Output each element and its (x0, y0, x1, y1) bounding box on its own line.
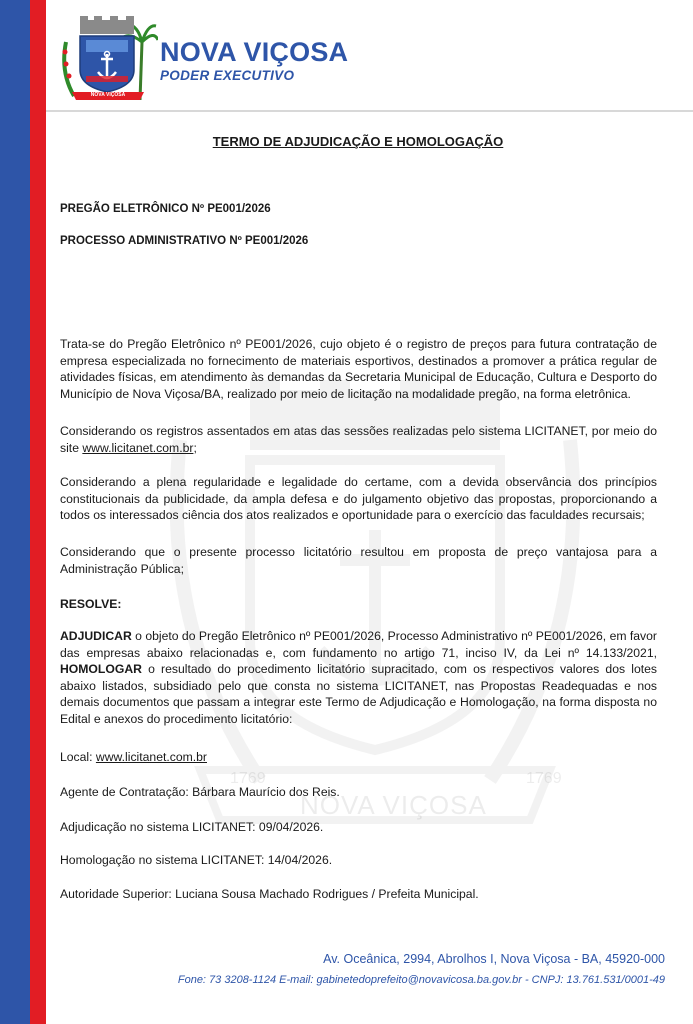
licitanet-link[interactable]: www.licitanet.com.br (82, 440, 194, 455)
document-title: TERMO DE ADJUDICAÇÃO E HOMOLOGAÇÃO (212, 134, 504, 149)
municipal-coat-of-arms-icon (58, 12, 158, 104)
brand-block (160, 38, 348, 83)
pregao-number: PREGÃO ELETRÔNICO Nº PE001/2026 (60, 203, 271, 215)
left-blue-stripe (0, 0, 30, 1024)
local-line (60, 749, 657, 766)
homologacao-date: Homologação no sistema LICITANET: 14/04/2026. (60, 853, 333, 867)
brand-subtitle: PODER EXECUTIVO (160, 68, 295, 83)
header-divider (46, 110, 693, 112)
footer-address: Av. Oceânica, 2994, Abrolhos I, Nova Viçosa - BA, 45920-000 (323, 952, 665, 966)
footer-contact: Fone: 73 3208-1124 E-mail: gabinetedoprefeito@novavicosa.ba.gov.br - CNPJ: 13.761.531/0001-49 (177, 974, 665, 986)
watermark-year-right: 1769 (526, 770, 562, 787)
watermark-year-left: 1769 (230, 770, 266, 787)
autoridade-line: Autoridade Superior: Luciana Sousa Machado Rodrigues / Prefeita Municipal. (60, 887, 479, 901)
paragraph-objeto: Trata-se do Pregão Eletrônico nº PE001/2026, cujo objeto é o registro de preços para futura contratação de empresa especializada no fornecimento de materiais esportivos, destinados a promover a prática regular de atividades físicas, em atendimento às demandas da Secretaria Municipal de Educação, Cultura e Desporto do Município de Nova Viçosa/BA, realizado por meio de licitação na modalidade pregão, na forma eletrônica. (60, 337, 657, 401)
logo-ribbon-text: NOVA VIÇOSA (90, 92, 126, 98)
paragraph-vantajosa: Considerando que o presente processo licitatório resultou em proposta de preço vantajosa para a Administração Pública; (60, 545, 657, 576)
adjudicar-text: o objeto do Pregão Eletrônico nº PE001/2026, Processo Administrativo nº PE001/2026, em favor das empresas abaixo relacionadas e, com fundamento no artigo 71, inciso IV, da Lei nº 14.133/2021, (60, 629, 657, 660)
agente-line: Agente de Contratação: Bárbara Maurício dos Reis. (60, 785, 340, 799)
homologar-text: o resultado do procedimento licitatório supracitado, com os respectivos valores dos lotes abaixo listados, subsidiado pelo que consta no sistema LICITANET, nas Propostas Readequadas e nos demais documentos que passam a integrar este Termo de Adjudicação e Homologação, na forma disposta no Edital e anexos do procedimento licitatório: (60, 662, 657, 726)
paragraph-regularidade: Considerando a plena regularidade e legalidade do certame, com a devida observância dos princípios constitucionais da publicidade, da ampla defesa e do julgamento objetivo das propostas, proporcionando a todos os interessados ciência dos atos realizados e oportunidade para o exercício das faculdades recursais; (60, 475, 657, 522)
adjudicar-keyword: ADJUDICAR (60, 629, 132, 643)
processo-number: PROCESSO ADMINISTRATIVO Nº PE001/2026 (60, 235, 309, 247)
paragraph-adjudicar (60, 628, 657, 727)
local-label: Local: (60, 750, 96, 764)
paragraph-registros-text: Considerando os registros assentados em atas das sessões realizadas pelo sistema LICITANET, por meio do site (60, 424, 657, 455)
resolve-heading: RESOLVE: (60, 597, 122, 611)
paragraph-registros-end: ; (193, 440, 197, 455)
brand-name: NOVA VIÇOSA (160, 37, 349, 67)
adjudicacao-date: Adjudicação no sistema LICITANET: 09/04/2026. (60, 820, 324, 834)
watermark-name: NOVA VIÇOSA (300, 790, 487, 820)
paragraph-registros (60, 423, 657, 456)
left-red-stripe (30, 0, 46, 1024)
homologar-keyword: HOMOLOGAR (60, 662, 142, 676)
local-link[interactable]: www.licitanet.com.br (95, 750, 207, 764)
